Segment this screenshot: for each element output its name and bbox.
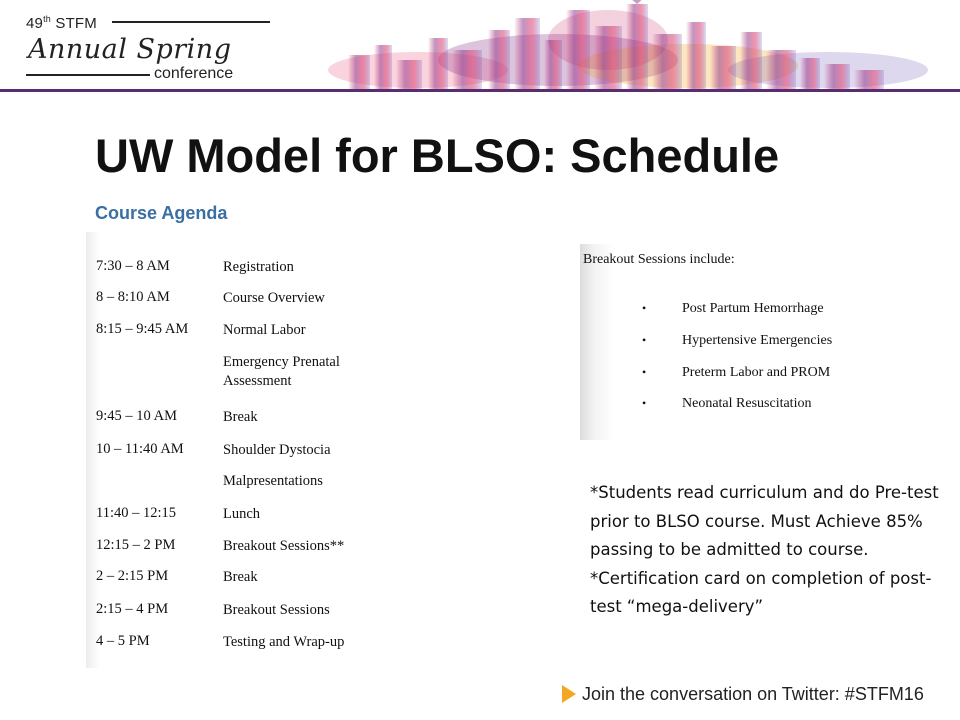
agenda-item: Malpresentations (223, 473, 323, 489)
breakout-item-label: Neonatal Resuscitation (682, 396, 812, 411)
agenda-table (86, 232, 386, 668)
agenda-item: Break (223, 409, 258, 425)
city-skyline-illustration (268, 0, 960, 90)
logo-rule-top (112, 21, 270, 23)
agenda-time: 7:30 – 8 AM (96, 258, 170, 274)
conference-logo (22, 12, 262, 88)
agenda-item: Emergency Prenatal Assessment (223, 354, 340, 389)
logo-event-name: Annual Spring (28, 34, 232, 65)
logo-rule-bottom (26, 74, 150, 76)
breakout-item-label: Post Partum Hemorrhage (682, 301, 824, 316)
slide-title: UW Model for BLSO: Schedule (95, 129, 780, 182)
breakout-heading: Breakout Sessions include: (583, 252, 735, 267)
breakout-item-label: Hypertensive Emergencies (682, 333, 833, 348)
agenda-time: 2:15 – 4 PM (96, 601, 169, 617)
agenda-item: Normal Labor (223, 322, 306, 338)
note-certification: *Certification card on completion of post-test “mega-delivery” (590, 568, 932, 616)
agenda-item: Lunch (223, 506, 261, 522)
twitter-footer (562, 684, 924, 705)
header-banner (0, 0, 960, 92)
play-arrow-icon (562, 685, 576, 703)
agenda-time: 4 – 5 PM (96, 633, 150, 649)
note-pretest: *Students read curriculum and do Pre-test prior to BLSO course. Must Achieve 85% passing to be admitted to course. (590, 483, 939, 559)
agenda-time: 8 – 8:10 AM (96, 289, 170, 305)
bullet-icon: • (642, 301, 647, 315)
course-notes (590, 479, 950, 622)
agenda-heading: Course Agenda (95, 203, 228, 223)
agenda-item: Breakout Sessions (223, 602, 330, 618)
agenda-item: Breakout Sessions** (223, 538, 345, 554)
agenda-time: 12:15 – 2 PM (96, 537, 176, 553)
agenda-item: Course Overview (223, 290, 325, 306)
agenda-time: 10 – 11:40 AM (96, 441, 184, 457)
agenda-item: Registration (223, 259, 294, 275)
header-divider (0, 89, 960, 92)
agenda-time: 8:15 – 9:45 AM (96, 321, 189, 337)
bullet-icon: • (642, 396, 647, 410)
bullet-icon: • (642, 333, 647, 347)
logo-edition: 49th STFM (26, 14, 97, 32)
breakout-item-label: Preterm Labor and PROM (682, 365, 831, 380)
bullet-icon: • (642, 365, 647, 379)
agenda-time: 9:45 – 10 AM (96, 408, 177, 424)
agenda-item: Break (223, 569, 258, 585)
agenda-item: Shoulder Dystocia (223, 442, 331, 458)
agenda-item: Testing and Wrap-up (223, 634, 345, 650)
breakout-sessions-panel (580, 244, 862, 440)
agenda-time: 2 – 2:15 PM (96, 568, 169, 584)
agenda-time: 11:40 – 12:15 (96, 505, 177, 521)
logo-conference-label: conference (154, 65, 234, 82)
footer-text: Join the conversation on Twitter: #STFM16 (582, 684, 924, 704)
